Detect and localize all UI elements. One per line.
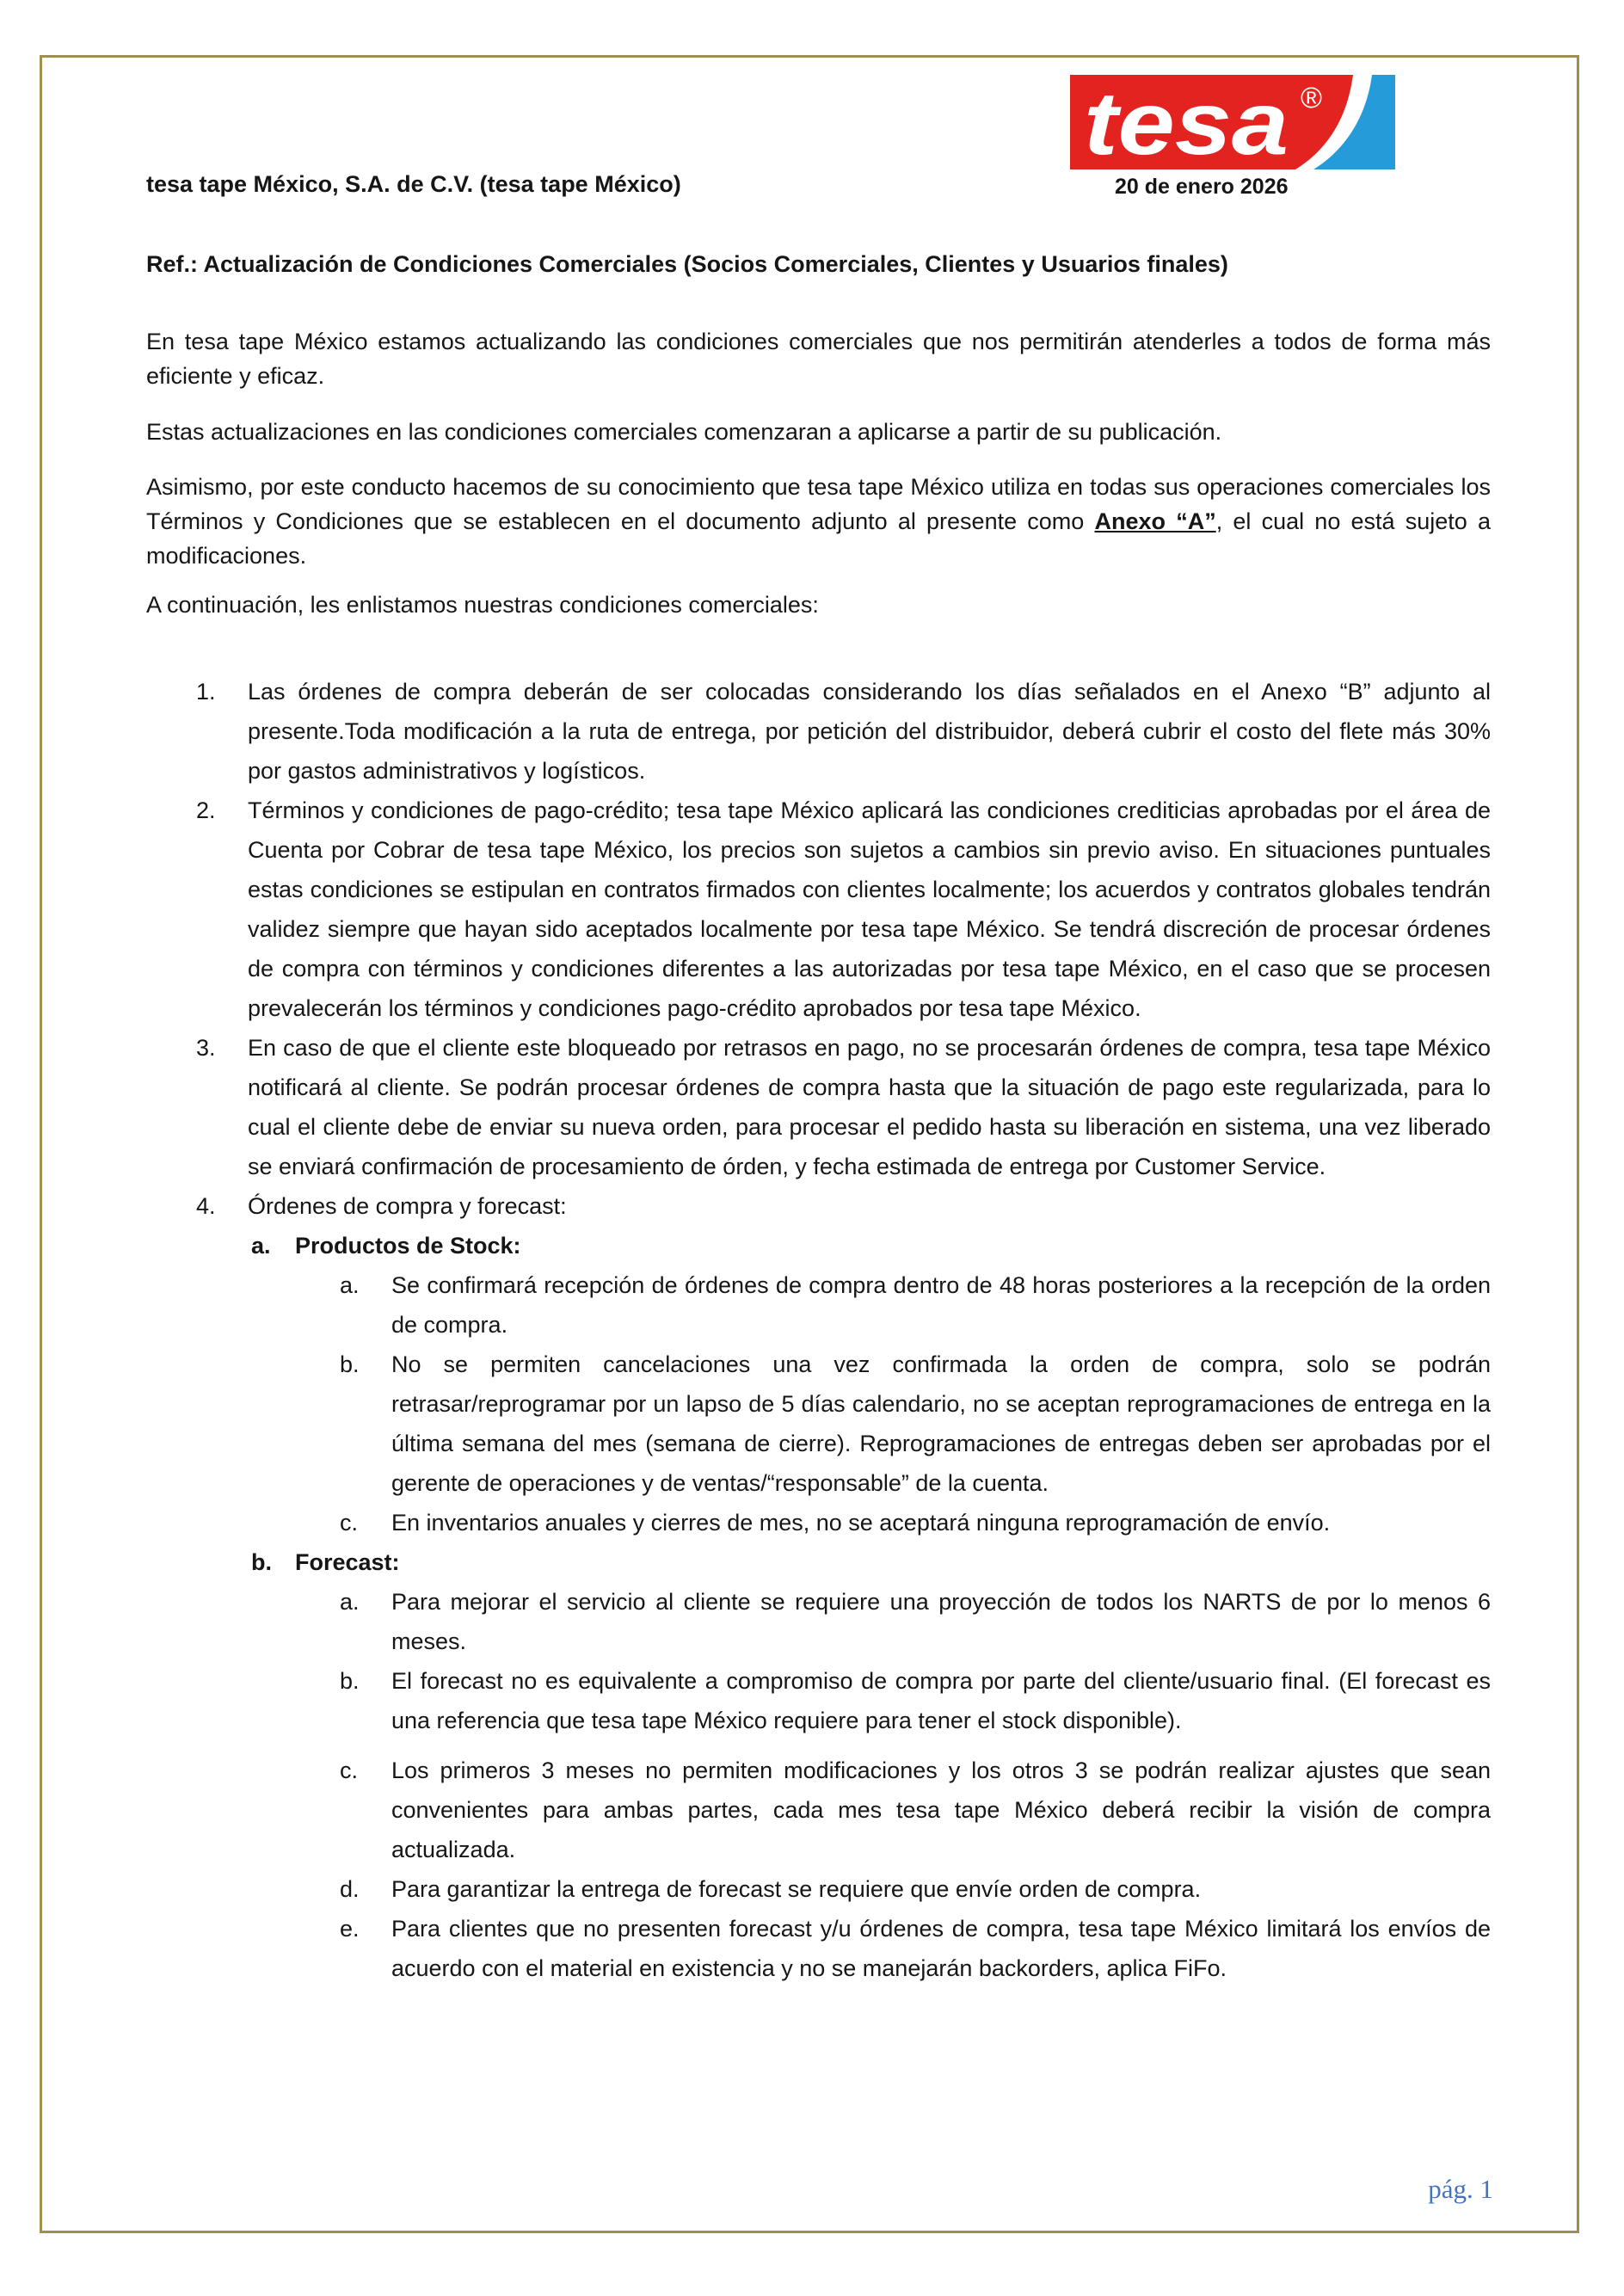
forecast-item-d xyxy=(146,1869,1491,1909)
list-item-text: Para mejorar el servicio al cliente se requiere una proyección de todos los NARTS de por lo menos 6 meses. xyxy=(391,1589,1491,1654)
list-item-text: No se permiten cancelaciones una vez confirmada la orden de compra, solo se podrán retrasar/reprogramar por un lapso de 5 días calendario, no se aceptan reprogramaciones de entrega en la última semana del mes (semana de cierre). Reprogramaciones de entregas deben ser aprobadas por el gerente de operaciones y de ventas/“responsable” de la cuenta. xyxy=(391,1351,1491,1496)
forecast-section-heading xyxy=(146,1542,1491,1582)
list-item-marker: 2. xyxy=(196,797,216,823)
list-item-1 xyxy=(146,672,1491,791)
intro-paragraph-3 xyxy=(146,470,1491,573)
subject-line: Ref.: Actualización de Condiciones Comerciales (Socios Comerciales, Clientes y Usuarios finales) xyxy=(146,251,1228,277)
section-title: Productos de Stock: xyxy=(295,1233,521,1259)
list-item-marker: c. xyxy=(340,1757,359,1783)
intro-paragraph-2: Estas actualizaciones en las condiciones comerciales comenzaran a aplicarse a partir de su publicación. xyxy=(146,419,1222,445)
list-item-text: En caso de que el cliente este bloqueado por retrasos en pago, no se procesarán órdenes de compra, tesa tape México notificará al cliente. Se podrán procesar órdenes de compra hasta que la situación de pago este regularizada, para lo cual el cliente debe de enviar su nueva orden, para procesar el pedido hasta su liberación en sistema, una vez liberado se enviará confirmación de procesamiento de órden, y fecha estimada de entrega por Customer Service. xyxy=(248,1035,1491,1179)
list-item-3 xyxy=(146,1028,1491,1186)
anexo-a-reference: Anexo “A” xyxy=(1094,508,1216,534)
list-item-4 xyxy=(146,1186,1491,1226)
forecast-item-e xyxy=(146,1909,1491,1988)
list-item-text: Las órdenes de compra deberán de ser colocadas considerando los días señalados en el Anexo “B” adjunto al presente.Toda modificación a la ruta de entrega, por petición del distribuidor, deberá cubrir el costo del flete más 30% por gastos administrativos y logísticos. xyxy=(248,679,1491,784)
list-item-marker: a. xyxy=(340,1272,360,1298)
list-item-text: Los primeros 3 meses no permiten modificaciones y los otros 3 se podrán realizar ajustes que sean convenientes para ambas partes, cada mes tesa tape México deberá recibir la visión de compra actualizada. xyxy=(391,1757,1491,1862)
list-item-marker: e. xyxy=(340,1916,360,1942)
list-item-text: Órdenes de compra y forecast: xyxy=(248,1193,567,1219)
list-item-marker: b. xyxy=(340,1668,360,1694)
list-item-marker: a. xyxy=(251,1233,271,1259)
conditions-list xyxy=(146,672,1491,1988)
stock-item-b xyxy=(146,1345,1491,1503)
intro-paragraph-1: En tesa tape México estamos actualizando las condiciones comerciales que nos permitirán atenderles a todos de forma más eficiente y eficaz. xyxy=(146,329,1491,389)
paragraph-text: Asimismo, por este conducto hacemos de su conocimiento que tesa tape México utiliza en todas sus operaciones comerciales los Términos y Condiciones que se establecen en el documento adjunto al presente como xyxy=(146,474,1491,534)
section-title: Forecast: xyxy=(295,1549,400,1575)
list-item-marker: 4. xyxy=(196,1193,216,1219)
document-border xyxy=(40,55,1579,2233)
forecast-item-a xyxy=(146,1582,1491,1661)
list-item-marker: b. xyxy=(340,1351,360,1377)
registered-trademark-icon: ® xyxy=(1301,82,1323,114)
list-item-marker: b. xyxy=(251,1549,272,1575)
stock-item-a xyxy=(146,1265,1491,1345)
document-content xyxy=(146,58,1491,1988)
list-item-text: Términos y condiciones de pago-crédito; tesa tape México aplicará las condiciones crediticias aprobadas por el área de Cuenta por Cobrar de tesa tape México, los precios son sujetos a cambios sin previo aviso. En situaciones puntuales estas condiciones se estipulan en contratos firmados con clientes localmente; los acuerdos y contratos globales tendrán validez siempre que hayan sido aceptados localmente por tesa tape México. Se tendrá discreción de procesar órdenes de compra con términos y condiciones diferentes a las autorizadas por tesa tape México, en el caso que se procesen prevalecerán los términos y condiciones pago-crédito aprobados por tesa tape México. xyxy=(248,797,1491,1021)
letterhead xyxy=(146,58,1491,248)
logo-wordmark: tesa xyxy=(1084,75,1289,169)
tesa-logo xyxy=(1067,75,1398,169)
company-name: tesa tape México, S.A. de C.V. (tesa tape México) xyxy=(146,171,681,197)
page-number: pág. 1 xyxy=(1428,2174,1493,2204)
list-item-text: Para garantizar la entrega de forecast se requiere que envíe orden de compra. xyxy=(391,1876,1202,1902)
paragraph-text: , el cual no está sujeto a modificaciones. xyxy=(146,508,1491,569)
forecast-item-c xyxy=(146,1751,1491,1869)
list-item-text: En inventarios anuales y cierres de mes, no se aceptará ninguna reprogramación de envío. xyxy=(391,1510,1331,1536)
intro-paragraph-4: A continuación, les enlistamos nuestras condiciones comerciales: xyxy=(146,592,819,618)
list-item-text: Para clientes que no presenten forecast y/u órdenes de compra, tesa tape México limitará los envíos de acuerdo con el material en existencia y no se manejarán backorders, aplica FiFo. xyxy=(391,1916,1491,1981)
list-item-marker: 1. xyxy=(196,679,216,705)
list-item-text: Se confirmará recepción de órdenes de compra dentro de 48 horas posteriores a la recepción de la orden de compra. xyxy=(391,1272,1491,1338)
list-item-marker: 3. xyxy=(196,1035,216,1061)
forecast-item-b xyxy=(146,1661,1491,1740)
stock-section-heading xyxy=(146,1226,1491,1265)
list-item-text: El forecast no es equivalente a compromiso de compra por parte del cliente/usuario final. (El forecast es una referencia que tesa tape México requiere para tener el stock disponible). xyxy=(391,1668,1491,1733)
list-item-marker: c. xyxy=(340,1510,359,1536)
document-date: 20 de enero 2026 xyxy=(1115,175,1289,199)
list-item-marker: d. xyxy=(340,1876,360,1902)
list-item-2 xyxy=(146,791,1491,1028)
stock-item-c xyxy=(146,1503,1491,1542)
list-item-marker: a. xyxy=(340,1589,360,1615)
